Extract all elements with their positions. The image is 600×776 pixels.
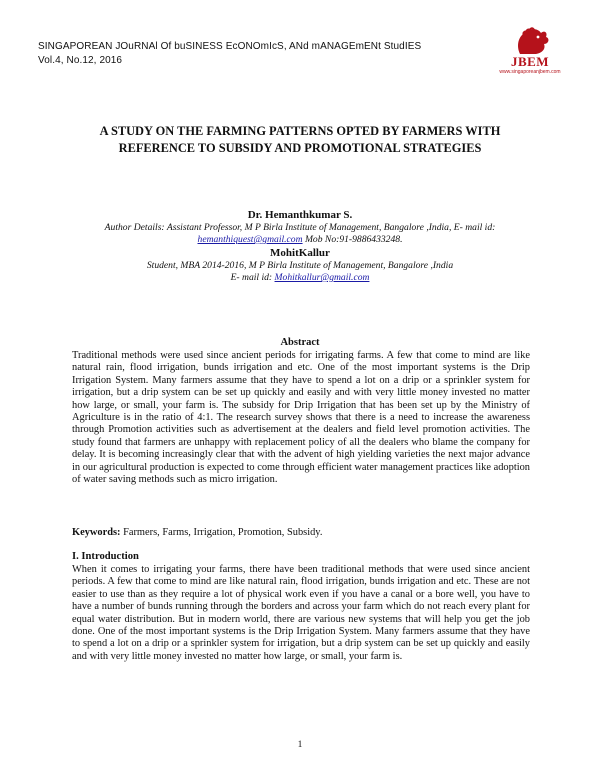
author-email-link-2[interactable]: Mohitkallur@gmail.com (274, 272, 370, 283)
author-mobile-1: Mob No:91-9886433248. (302, 234, 403, 245)
author-name-2: MohitKallur (270, 247, 330, 259)
introduction-text: When it comes to irrigating your farms, there have been traditional methods that were used since ancient periods. A few that come to mind are like natural rain, flood irrigation, bunds irrigation and etc. These are not easier to use than as they require a lot of physical work even if you have a canal or a bore well, you have to have a number of bunds running through the borders and across your farm which do not reach every plant for equal water distribution. But in modern world, there are various new systems that will help you get the job done. One of the most important systems is the Drip Irrigation System. Many farmers assume that they have to spend a lot on a drip or a sprinkler system for irrigation, but a drip system can be set up quickly and easily and with very little money invested no matter how large, or small, your farm is. (72, 564, 530, 662)
abstract-text: Traditional methods were used since ancient periods for irrigating farms. A few that come to mind are like natural rain, flood irrigation, bunds irrigation and etc. One of the most important systems is the Drip Irrigation System. Many farmers assume that they have to spend a lot on a drip or a sprinkler system for irrigation, but a drip system can be set up quickly and easily and with very little money invested no matter how large, or small, your farm is. The subsidy for Drip Irrigation that has been set up by the Ministry of Agriculture is in the ratio of 4:1. The research survey shows that there is a need to increase the awareness through Promotion activities such as advertisement at the dealers and field level promotion activities. The study found that farmers are unhappy with replacement policy of all the dealers who blame the company for delay. It is becoming increasingly clear that with the advent of high yielding varieties the next major advance in our agricultural production is expected to come through efficient water management practices like adoption of water saving methods such as micro irrigation. (72, 350, 530, 486)
abstract-heading: Abstract (280, 337, 320, 348)
introduction-heading: I. Introduction (72, 551, 139, 562)
paper-title (60, 123, 540, 157)
keywords (72, 527, 530, 538)
author-contact-2 (40, 272, 560, 284)
author-email-label-2: E- mail id: (230, 272, 275, 283)
author-block (40, 208, 560, 284)
paper-title-line-1: A STUDY ON THE FARMING PATTERNS OPTED BY FARMERS WITH (99, 124, 501, 138)
keywords-text: Farmers, Farms, Irrigation, Promotion, Subsidy. (120, 527, 323, 538)
keywords-label: Keywords: (72, 527, 121, 538)
author-contact-1 (40, 234, 560, 246)
logo-text: JBEM (510, 54, 550, 69)
author-details-1: Author Details: Assistant Professor, M P Birla Institute of Management, Bangalore ,India, E- mail id: (104, 222, 496, 233)
logo-url: www.singaporeanjbem.com (499, 69, 561, 75)
paper-title-line-2: REFERENCE TO SUBSIDY AND PROMOTIONAL STRATEGIES (118, 141, 482, 155)
page-number: 1 (297, 740, 303, 750)
journal-name: SINGAPOREAN JOuRNAl Of buSINESS EcONOmIcS, ANd mANAGEmENt StudIES (38, 41, 422, 52)
author-email-link-1[interactable]: hemanthiquest@gmail.com (197, 234, 303, 245)
journal-header (38, 40, 421, 68)
lion-emblem-icon (494, 24, 566, 56)
journal-volume: Vol.4, No.12, 2016 (38, 55, 123, 66)
author-name-1: Dr. Hemanthkumar S. (247, 209, 353, 221)
author-details-2: Student, MBA 2014-2016, M P Birla Institute of Management, Bangalore ,India (146, 260, 454, 271)
journal-logo (494, 24, 566, 78)
